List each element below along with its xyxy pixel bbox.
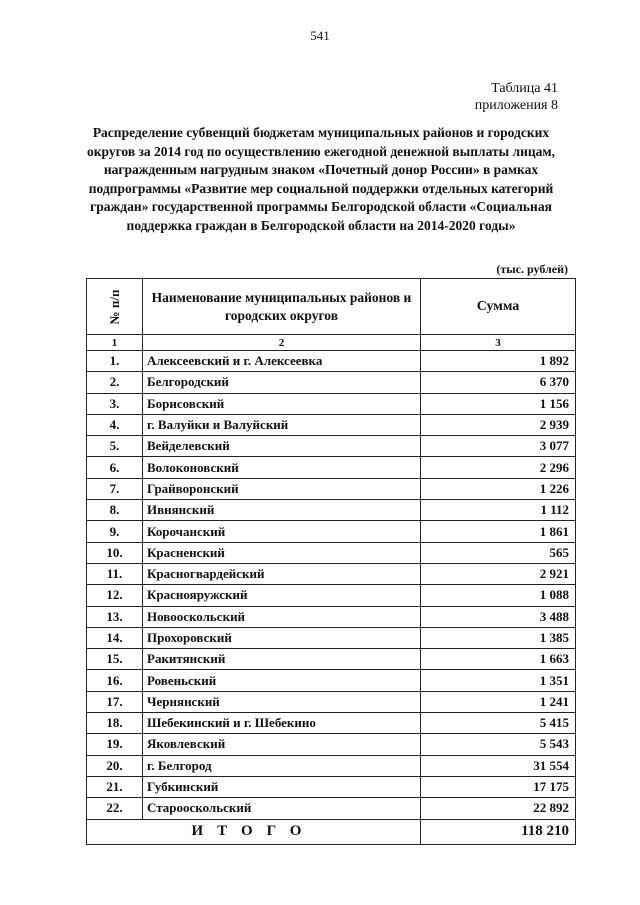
row-number: 7. — [87, 478, 143, 499]
table-row — [87, 713, 576, 734]
table-row — [87, 755, 576, 776]
district-name: Ровеньский — [143, 670, 421, 691]
row-number: 9. — [87, 521, 143, 542]
total-label: ИТОГО — [87, 819, 421, 844]
row-sum: 22 892 — [421, 798, 576, 819]
row-sum: 2 296 — [421, 457, 576, 478]
table-row — [87, 393, 576, 414]
row-sum: 1 112 — [421, 500, 576, 521]
row-number: 6. — [87, 457, 143, 478]
table-row — [87, 798, 576, 819]
table-row — [87, 351, 576, 372]
row-sum: 5 415 — [421, 713, 576, 734]
district-name: г. Валуйки и Валуйский — [143, 414, 421, 435]
table-row — [87, 776, 576, 797]
header-num: № п/п — [106, 289, 122, 324]
units-label: (тыс. рублей) — [496, 262, 568, 276]
row-sum: 3 077 — [421, 436, 576, 457]
table-number: Таблица 41 — [491, 81, 558, 96]
district-name: Борисовский — [143, 393, 421, 414]
district-name: Алексеевский и г. Алексеевка — [143, 351, 421, 372]
row-number: 5. — [87, 436, 143, 457]
table-row — [87, 734, 576, 755]
row-number: 19. — [87, 734, 143, 755]
row-sum: 5 543 — [421, 734, 576, 755]
row-number: 21. — [87, 776, 143, 797]
table-reference — [475, 80, 558, 114]
table-row — [87, 414, 576, 435]
row-sum: 1 241 — [421, 691, 576, 712]
row-number: 10. — [87, 542, 143, 563]
district-name: Новооскольский — [143, 606, 421, 627]
total-row — [87, 819, 576, 844]
row-number: 8. — [87, 500, 143, 521]
header-row — [87, 279, 576, 335]
row-sum: 2 921 — [421, 563, 576, 584]
header-sum: Сумма — [421, 279, 576, 335]
row-number: 17. — [87, 691, 143, 712]
row-sum: 1 663 — [421, 649, 576, 670]
table-row — [87, 563, 576, 584]
row-number: 4. — [87, 414, 143, 435]
page-number: 541 — [310, 28, 330, 43]
row-number: 13. — [87, 606, 143, 627]
table-row — [87, 606, 576, 627]
header-num-cell — [87, 279, 143, 335]
table-row — [87, 542, 576, 563]
row-number: 12. — [87, 585, 143, 606]
district-name: Корочанский — [143, 521, 421, 542]
district-name: Ивнянский — [143, 500, 421, 521]
row-sum: 1 226 — [421, 478, 576, 499]
table-row — [87, 585, 576, 606]
table-row — [87, 521, 576, 542]
row-sum: 1 861 — [421, 521, 576, 542]
table-row — [87, 649, 576, 670]
column-number-2: 2 — [143, 335, 421, 351]
row-sum: 565 — [421, 542, 576, 563]
row-number: 14. — [87, 627, 143, 648]
column-number-1: 1 — [87, 335, 143, 351]
district-name: Ракитянский — [143, 649, 421, 670]
row-number: 15. — [87, 649, 143, 670]
district-name: Чернянский — [143, 691, 421, 712]
row-number: 22. — [87, 798, 143, 819]
total-sum: 118 210 — [421, 819, 576, 844]
row-sum: 6 370 — [421, 372, 576, 393]
district-name: Старооскольский — [143, 798, 421, 819]
row-number: 16. — [87, 670, 143, 691]
row-sum: 2 939 — [421, 414, 576, 435]
row-sum: 1 088 — [421, 585, 576, 606]
header-name: Наименование муниципальных районов и городских округов — [143, 279, 421, 335]
row-sum: 1 156 — [421, 393, 576, 414]
row-sum: 17 175 — [421, 776, 576, 797]
table-row — [87, 500, 576, 521]
district-name: Красненский — [143, 542, 421, 563]
district-name: Вейделевский — [143, 436, 421, 457]
district-name: Грайворонский — [143, 478, 421, 499]
row-number: 18. — [87, 713, 143, 734]
row-sum: 1 351 — [421, 670, 576, 691]
district-name: Красногвардейский — [143, 563, 421, 584]
district-name: Волоконовский — [143, 457, 421, 478]
district-name: Губкинский — [143, 776, 421, 797]
document-title: Распределение субвенций бюджетам муниципальных районов и городских округов за 2014 год по осуществлению ежегодной денежной выплаты лицам, награжденным нагрудным знаком «Почетный донор России» в рамках подпрограммы «Развитие мер социальной поддержки отдельных категорий граждан» государственной программы Белгородской области «Социальная поддержка граждан в Белгородской области на 2014-2020 годы» — [87, 125, 555, 233]
row-number: 20. — [87, 755, 143, 776]
row-sum: 3 488 — [421, 606, 576, 627]
table-row — [87, 670, 576, 691]
table-row — [87, 436, 576, 457]
column-number-3: 3 — [421, 335, 576, 351]
district-name: Прохоровский — [143, 627, 421, 648]
row-number: 2. — [87, 372, 143, 393]
distribution-table — [86, 278, 576, 845]
district-name: г. Белгород — [143, 755, 421, 776]
table-row — [87, 372, 576, 393]
row-sum: 31 554 — [421, 755, 576, 776]
table-row — [87, 457, 576, 478]
row-number: 11. — [87, 563, 143, 584]
column-numbers-row — [87, 335, 576, 351]
table-row — [87, 691, 576, 712]
table-row — [87, 627, 576, 648]
table-row — [87, 478, 576, 499]
district-name: Краснояружский — [143, 585, 421, 606]
district-name: Белгородский — [143, 372, 421, 393]
row-number: 3. — [87, 393, 143, 414]
appendix-number: приложения 8 — [474, 98, 558, 113]
district-name: Яковлевский — [143, 734, 421, 755]
row-sum: 1 892 — [421, 351, 576, 372]
row-sum: 1 385 — [421, 627, 576, 648]
row-number: 1. — [87, 351, 143, 372]
district-name: Шебекинский и г. Шебекино — [143, 713, 421, 734]
